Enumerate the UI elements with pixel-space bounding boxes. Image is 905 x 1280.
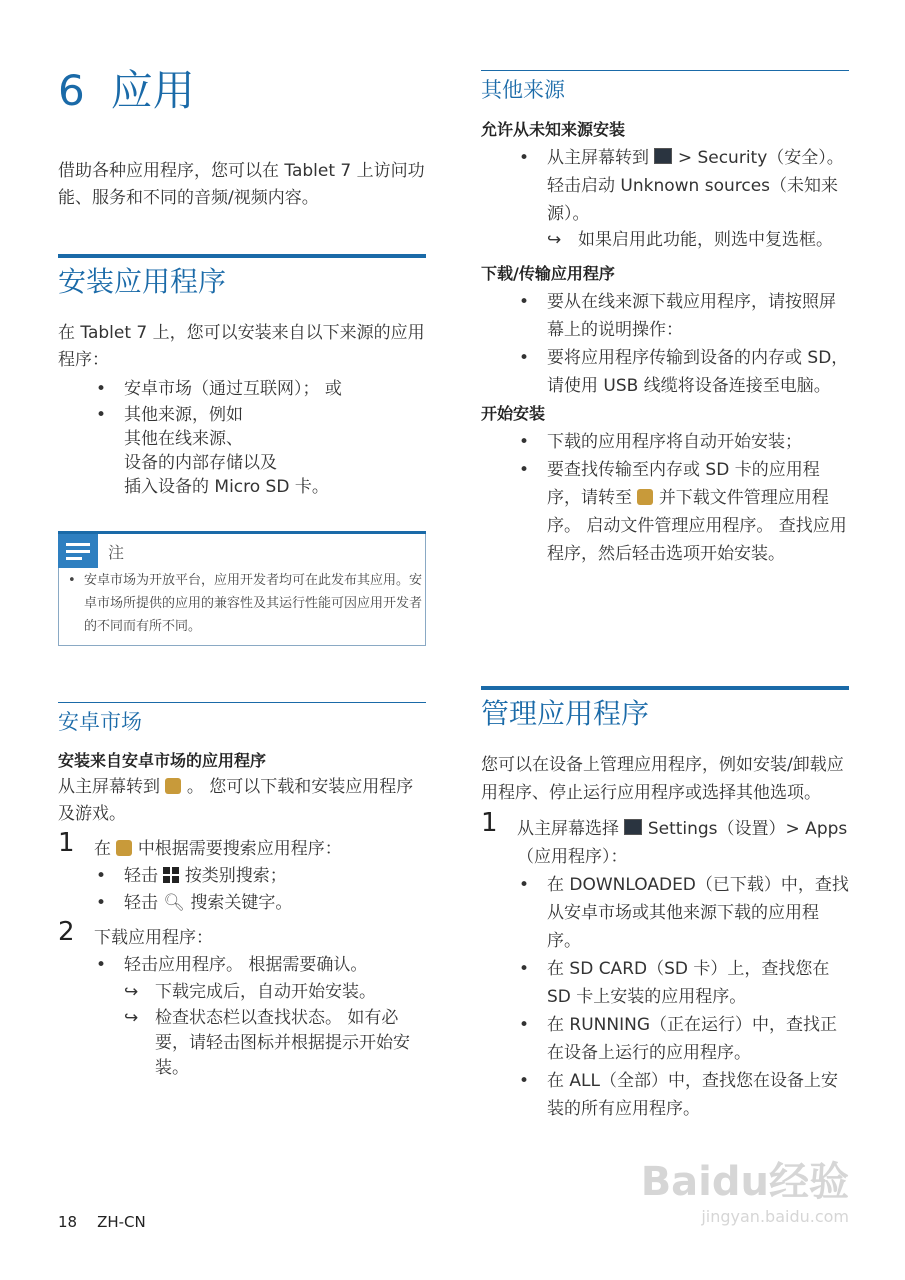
step-1-list (58, 863, 426, 917)
other-heading: 其他来源 (481, 78, 565, 102)
manage-heading: 管理应用程序 (481, 697, 650, 730)
section-divider (481, 70, 849, 71)
home-screen-icon (624, 819, 642, 835)
market-section (58, 747, 426, 1081)
manage-list (481, 871, 849, 1123)
market-icon (116, 840, 132, 856)
note-icon (58, 534, 98, 568)
other-section (481, 116, 849, 568)
baidu-watermark (641, 1150, 849, 1226)
page-number: 18 (58, 1213, 78, 1231)
subline: 设备的内部存储以及 (124, 453, 277, 473)
manage-section (481, 751, 849, 1123)
market-text: 从主屏幕转到 。 您可以下载和安装应用程序及游戏。 (58, 777, 414, 824)
result-arrow-icon: ↪ (547, 230, 562, 250)
note-title: 注 (108, 543, 125, 562)
install-list (58, 376, 426, 499)
note-header (58, 531, 426, 568)
subline: 插入设备的 Micro SD 卡。 (124, 477, 329, 497)
list-item: • 轻击 🔍︎ 搜索关键字。 (58, 890, 426, 917)
list-item: • 在 SD CARD（SD 卡）上，查找您在 SD 卡上安装的应用程序。 (481, 955, 849, 1011)
list-item: • 从主屏幕转到 > Security（安全）。 轻击启动 Unknown sources（未知来源）。 (481, 144, 849, 228)
list-item: • 在 ALL（全部）中，查找您在设备上安装的所有应用程序。 (481, 1067, 849, 1123)
watermark-url: jingyan.baidu.com (701, 1207, 849, 1226)
start-list (481, 428, 849, 568)
allow-title: 允许从未知来源安装 (481, 120, 626, 139)
list-item: • 轻击 按类别搜索； (58, 863, 426, 890)
result-arrow-icon: ↪ (124, 982, 139, 1002)
install-heading: 安装应用程序 (58, 265, 227, 298)
install-text: 在 Tablet 7 上，您可以安装来自以下来源的应用程序： (58, 323, 425, 370)
result-line: ↪ 如果启用此功能，则选中复选框。 (547, 230, 833, 250)
market-icon (165, 778, 181, 794)
language-code: ZH-CN (97, 1213, 146, 1231)
market-heading: 安卓市场 (58, 710, 142, 734)
start-title: 开始安装 (481, 404, 546, 423)
section-divider (58, 254, 426, 258)
step-1: 1 在 中根据需要搜索应用程序： (58, 828, 342, 859)
watermark-logo: Baidu经验 (640, 1159, 849, 1205)
intro-paragraph: 借助各种应用程序，您可以在 Tablet 7 上访问功能、服务和不同的音频/视频内容。 (58, 161, 425, 208)
list-item: • 在 RUNNING（正在运行）中，查找正在设备上运行的应用程序。 (481, 1011, 849, 1067)
step-2: 2 下载应用程序： (58, 917, 213, 948)
result-line: ↪ 下载完成后，自动开始安装。 (58, 979, 426, 1006)
manage-text: 您可以在设备上管理应用程序，例如安装/卸载应用程序、停止运行应用程序或选择其他选项。 (481, 755, 844, 803)
list-item: • 要从在线来源下载应用程序，请按照屏幕上的说明操作： (481, 288, 849, 344)
list-item: • 安卓市场（通过互联网）； 或 (58, 376, 426, 403)
result-line: ↪ 检查状态栏以查找状态。 如有必要，请轻击图标并根据提示开始安装。 (124, 1008, 410, 1078)
list-item: • 下载的应用程序将自动开始安装； (481, 428, 849, 456)
note-text: • 安卓市场为开放平台，应用开发者均可在此发布其应用。安卓市场所提供的应用的兼容性及其运行性能可因应用开发者的不同而有所不同。 (68, 573, 423, 634)
section-divider (58, 702, 426, 703)
list-item: • 要将应用程序传输到设备的内存或 SD， 请使用 USB 线缆将设备连接至电脑。 (481, 344, 849, 400)
chapter-number: 6 (58, 66, 85, 115)
chapter-name: 应用 (110, 66, 195, 115)
list-item: • 轻击应用程序。 根据需要确认。 (58, 952, 426, 979)
home-screen-icon (654, 148, 672, 164)
search-icon: 🔍︎ (163, 893, 185, 913)
chapter-title (58, 58, 195, 118)
allow-list (481, 144, 849, 228)
market-icon (637, 489, 653, 505)
list-item: • 在 DOWNLOADED（已下载）中，查找从安卓市场或其他来源下载的应用程序。 (481, 871, 849, 955)
result-arrow-icon: ↪ (124, 1008, 139, 1028)
category-grid-icon (163, 867, 179, 883)
section-divider (481, 686, 849, 690)
list-item: • 要查找传输至内存或 SD 卡的应用程序，请转至 并下载文件管理应用程序。 启动文件管理应用程序。 查找应用程序，然后轻击选项开始安装。 (481, 456, 849, 568)
download-title: 下载/传输应用程序 (481, 264, 615, 283)
subline: 其他在线来源、 (124, 429, 243, 449)
install-section (58, 320, 426, 499)
step-2-list (58, 952, 426, 979)
page-footer (58, 1213, 146, 1231)
download-list (481, 288, 849, 400)
list-item: • 其他来源，例如 其他在线来源、 设备的内部存储以及 插入设备的 Micro SD 卡。 (58, 403, 426, 499)
step-1: 1 从主屏幕选择 Settings（设置）> Apps（应用程序）： (481, 808, 848, 867)
market-subheading: 安装来自安卓市场的应用程序 (58, 751, 267, 770)
